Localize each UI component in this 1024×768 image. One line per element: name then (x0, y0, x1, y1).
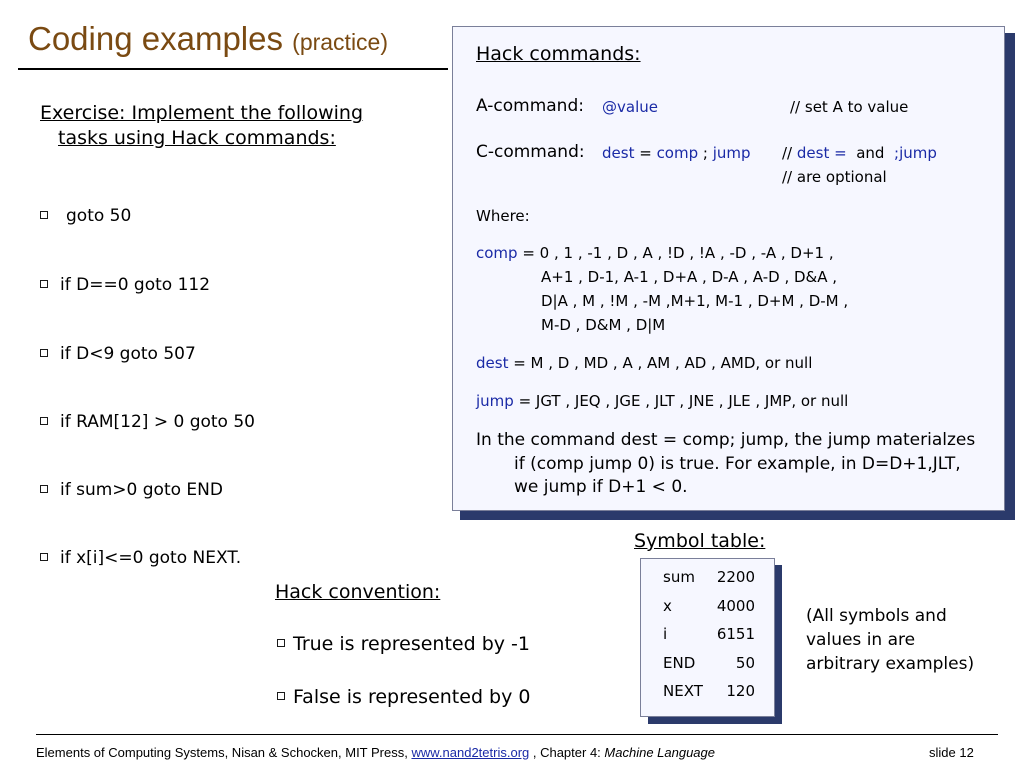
dest-definition: dest = M , D , MD , A , AM , AD , AMD, or null (476, 354, 813, 372)
c-command-comment: // dest = and ;jump (782, 144, 937, 162)
symbol-table (640, 558, 775, 717)
comp-definition-3: D|A , M , !M , -M ,M+1, M-1 , D+M , D-M , (541, 292, 849, 310)
task-item (40, 547, 241, 569)
title-divider (18, 68, 448, 70)
task-text: goto 50 (66, 206, 132, 226)
exercise-heading (40, 101, 363, 151)
hack-convention-title: Hack convention: (275, 581, 441, 603)
title-main: Coding examples (28, 20, 283, 57)
a-command-syntax: @value (602, 98, 658, 116)
jump-note: In the command dest = comp; jump, the jump materialzes if (comp jump 0) is true. For example, in D=D+1,JLT, we jump if D+1 < 0. (476, 430, 976, 497)
symbol-row: NEXT 120 (663, 682, 755, 700)
footer-citation: Elements of Computing Systems, Nisan & Schocken, MIT Press, www.nand2tetris.org , Chapter 4: Machine Language (36, 745, 715, 760)
symbol-row: sum 2200 (663, 568, 755, 586)
task-text: if sum>0 goto END (60, 480, 223, 500)
panel-heading: Hack commands: (476, 43, 641, 65)
c-command-label: C-command: (476, 142, 585, 162)
exercise-line-1: Exercise: Implement the following (40, 102, 364, 124)
task-text: if D==0 goto 112 (60, 275, 211, 295)
task-text: if x[i]<=0 goto NEXT. (60, 548, 242, 568)
symbol-row: x 4000 (663, 597, 755, 615)
hack-commands-panel (452, 26, 1005, 511)
jump-definition: jump = JGT , JEQ , JGE , JLT , JNE , JLE , JMP, or null (476, 392, 849, 410)
where-label: Where: (476, 207, 530, 225)
arbitrary-note: (All symbols and values in are arbitrary examples) (806, 606, 975, 674)
convention-item: False is represented by 0 (277, 685, 530, 709)
square-bullet-icon (40, 349, 48, 357)
comp-definition: comp = 0 , 1 , -1 , D , A , !D , !A , -D , -A , D+1 , (476, 244, 834, 262)
square-bullet-icon (277, 692, 285, 700)
nand2tetris-link[interactable]: www.nand2tetris.org (411, 745, 530, 760)
a-command-label: A-command: (476, 96, 584, 116)
square-bullet-icon (277, 639, 285, 647)
task-text: if D<9 goto 507 (60, 344, 196, 364)
task-item (40, 411, 255, 433)
exercise-line-2: tasks using Hack commands: (58, 127, 336, 149)
slide-number: slide 12 (929, 745, 974, 760)
title-sub: (practice) (292, 29, 389, 55)
a-command-comment: // set A to value (790, 98, 909, 116)
c-command-syntax: dest = comp ; jump (602, 144, 751, 162)
symbol-table-title: Symbol table: (634, 530, 766, 552)
comp-definition-2: A+1 , D-1, A-1 , D+A , D-A , A-D , D&A , (541, 268, 838, 286)
square-bullet-icon (40, 553, 48, 561)
square-bullet-icon (40, 485, 48, 493)
square-bullet-icon (40, 280, 48, 288)
comp-definition-4: M-D , D&M , D|M (541, 316, 666, 334)
square-bullet-icon (40, 417, 48, 425)
task-item (40, 479, 223, 501)
c-command-comment-2: // are optional (782, 168, 887, 186)
task-item (40, 274, 210, 296)
task-item (40, 205, 131, 227)
symbol-row: END 50 (663, 654, 755, 672)
footer-divider (36, 734, 998, 735)
square-bullet-icon (40, 211, 48, 219)
task-item (40, 343, 196, 365)
symbol-row: i 6151 (663, 625, 755, 643)
task-text: if RAM[12] > 0 goto 50 (60, 412, 255, 432)
convention-item: True is represented by -1 (277, 632, 530, 656)
slide-title (28, 18, 388, 63)
